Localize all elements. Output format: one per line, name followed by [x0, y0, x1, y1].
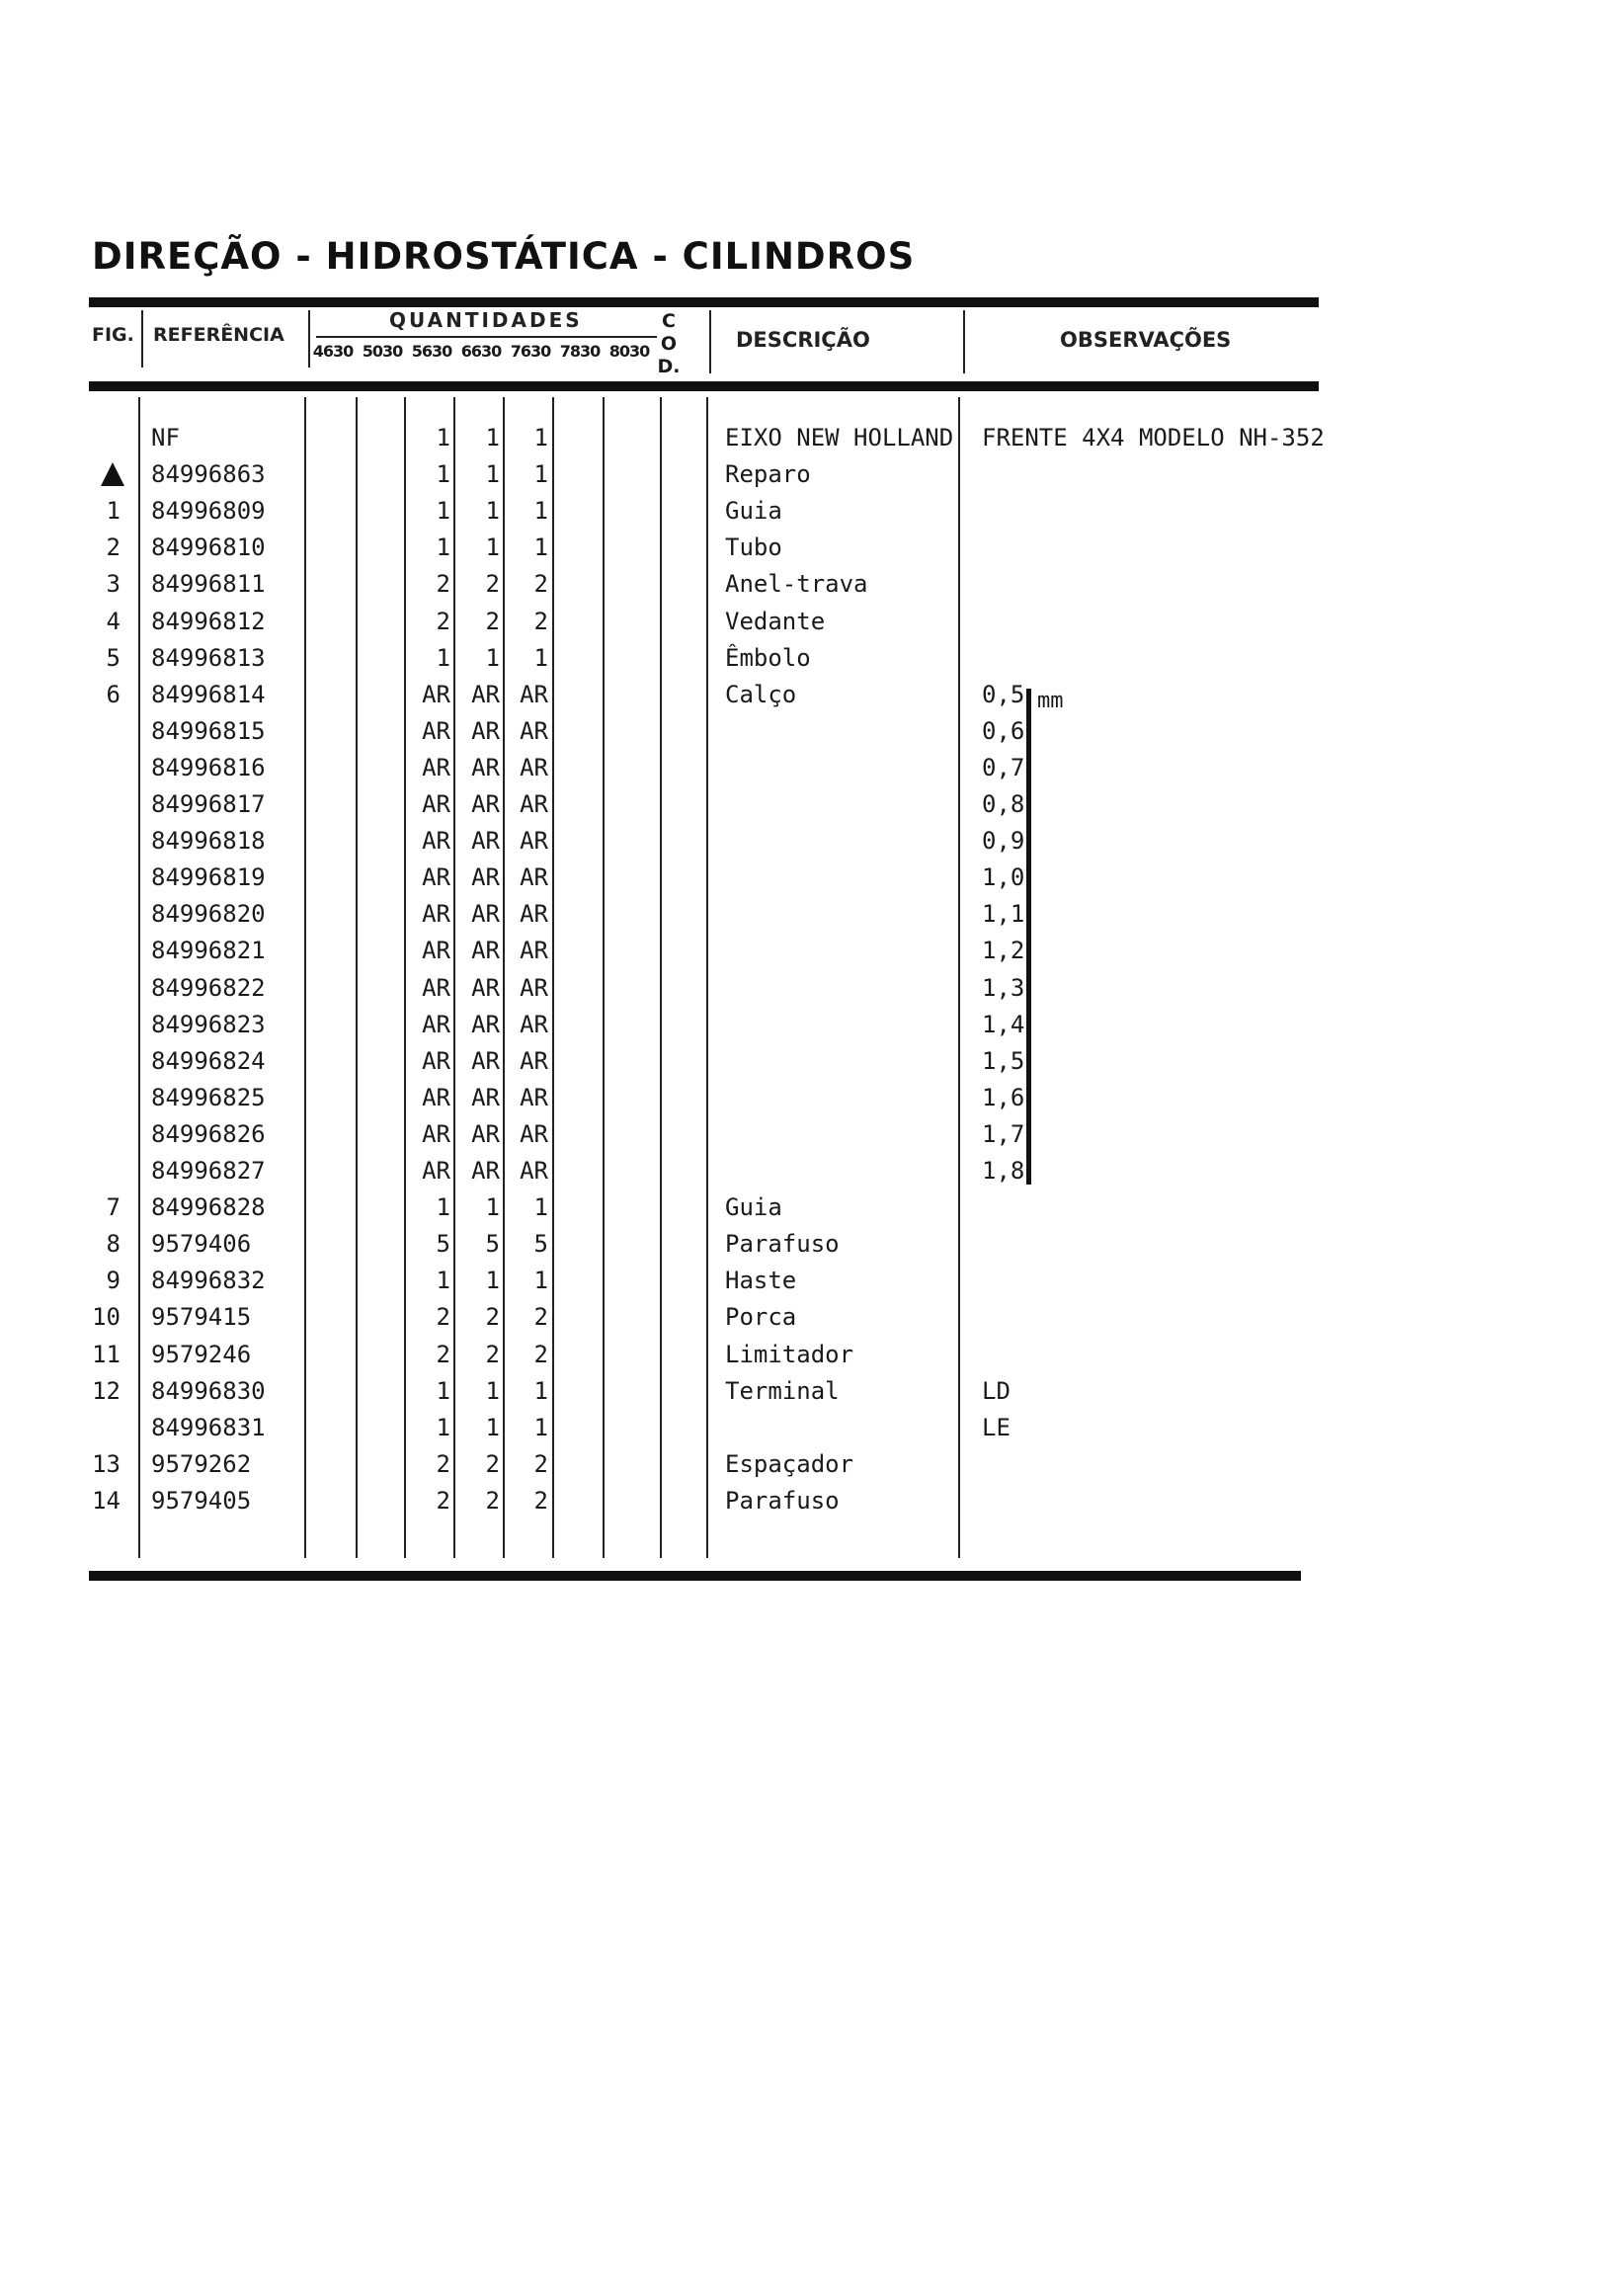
header-bottom-rule	[89, 381, 1319, 391]
row-q5630: 1	[436, 1193, 450, 1221]
row-obs: 1,7	[982, 1120, 1025, 1148]
row-q7630: AR	[520, 937, 548, 964]
row-desc: Limitador	[725, 1341, 854, 1368]
row-q6630: 2	[485, 1487, 500, 1515]
row-q7630: 1	[533, 1193, 548, 1221]
header-year-5030: 5030	[362, 342, 403, 361]
row-ref: 84996818	[151, 827, 266, 855]
row-desc: Haste	[725, 1267, 797, 1294]
header-divider	[316, 336, 657, 338]
row-ref: 9579415	[151, 1303, 252, 1331]
row-q5630: AR	[422, 1011, 450, 1038]
row-ref: 84996814	[151, 681, 266, 708]
row-q7630: 1	[533, 1377, 548, 1405]
row-obs: 1,4	[982, 1011, 1025, 1038]
row-q5630: 1	[436, 460, 450, 488]
row-q6630: 1	[485, 497, 500, 525]
row-desc: EIXO NEW HOLLAND	[725, 424, 954, 451]
row-q5630: AR	[422, 937, 450, 964]
row-q6630: 5	[485, 1230, 500, 1258]
row-q5630: 2	[436, 1487, 450, 1515]
row-q7630: AR	[520, 754, 548, 781]
row-ref: 9579246	[151, 1341, 252, 1368]
row-q7630: AR	[520, 1011, 548, 1038]
row-obs: LD	[982, 1377, 1011, 1405]
row-ref: 84996816	[151, 754, 266, 781]
row-desc: Reparo	[725, 460, 811, 488]
row-desc: Tubo	[725, 533, 782, 561]
row-q7630: AR	[520, 974, 548, 1002]
row-q7630: 1	[533, 424, 548, 451]
row-q5630: 1	[436, 424, 450, 451]
row-q7630: 2	[533, 570, 548, 598]
row-obs: 1,2	[982, 937, 1025, 964]
row-fig: 5	[106, 644, 121, 672]
row-q6630: AR	[471, 790, 500, 818]
header-year-4630: 4630	[312, 342, 354, 361]
row-q6630: 1	[485, 644, 500, 672]
row-ref: 84996820	[151, 900, 266, 928]
row-obs: 1,6	[982, 1084, 1025, 1111]
row-ref: 84996830	[151, 1377, 266, 1405]
row-q6630: 1	[485, 533, 500, 561]
row-q5630: AR	[422, 790, 450, 818]
row-q7630: 1	[533, 533, 548, 561]
row-q5630: AR	[422, 1084, 450, 1111]
row-ref: 84996831	[151, 1414, 266, 1441]
column-line	[453, 397, 455, 1558]
row-q7630: AR	[520, 717, 548, 745]
row-fig: 4	[106, 608, 121, 635]
column-line	[552, 397, 554, 1558]
column-line	[706, 397, 708, 1558]
row-q5630: AR	[422, 1047, 450, 1075]
row-q6630: AR	[471, 681, 500, 708]
row-q7630: 1	[533, 460, 548, 488]
row-ref: 84996821	[151, 937, 266, 964]
row-ref: 84996832	[151, 1267, 266, 1294]
row-q7630: AR	[520, 900, 548, 928]
thickness-bracket	[1026, 689, 1031, 1185]
row-q6630: AR	[471, 900, 500, 928]
row-q6630: AR	[471, 863, 500, 891]
row-q6630: AR	[471, 1120, 500, 1148]
header-descricao: DESCRIÇÃO	[736, 328, 870, 352]
row-q5630: 2	[436, 608, 450, 635]
table-bottom-rule	[89, 1571, 1301, 1581]
page-title: DIREÇÃO - HIDROSTÁTICA - CILINDROS	[92, 235, 916, 278]
row-q7630: 1	[533, 644, 548, 672]
row-desc: Anel-trava	[725, 570, 868, 598]
header-top-rule	[89, 297, 1319, 307]
row-q7630: 2	[533, 608, 548, 635]
row-obs: 0,9	[982, 827, 1025, 855]
row-q6630: AR	[471, 827, 500, 855]
row-obs: 1,8	[982, 1157, 1025, 1185]
row-obs: 1,3	[982, 974, 1025, 1002]
row-ref: 84996811	[151, 570, 266, 598]
header-fig: FIG.	[92, 324, 134, 346]
row-obs: 0,7	[982, 754, 1025, 781]
header-year-6630: 6630	[460, 342, 502, 361]
row-fig: 10	[92, 1303, 121, 1331]
row-q7630: 2	[533, 1487, 548, 1515]
row-ref: 84996812	[151, 608, 266, 635]
row-obs: 1,0	[982, 863, 1025, 891]
row-ref: 84996827	[151, 1157, 266, 1185]
row-q6630: 1	[485, 424, 500, 451]
row-q6630: 2	[485, 608, 500, 635]
row-q6630: 2	[485, 1450, 500, 1478]
row-ref: 84996826	[151, 1120, 266, 1148]
row-ref: 84996809	[151, 497, 266, 525]
row-q7630: AR	[520, 827, 548, 855]
row-obs: LE	[982, 1414, 1011, 1441]
row-ref: 84996817	[151, 790, 266, 818]
row-q5630: AR	[422, 974, 450, 1002]
row-ref: 84996815	[151, 717, 266, 745]
row-q7630: 1	[533, 497, 548, 525]
row-q6630: AR	[471, 937, 500, 964]
header-year-7630: 7630	[510, 342, 551, 361]
row-q5630: AR	[422, 900, 450, 928]
row-desc: Vedante	[725, 608, 826, 635]
row-fig: 8	[106, 1230, 121, 1258]
row-desc: Porca	[725, 1303, 797, 1331]
row-q5630: 2	[436, 1341, 450, 1368]
row-q5630: 1	[436, 1414, 450, 1441]
header-year-8030: 8030	[608, 342, 650, 361]
row-q5630: 2	[436, 1303, 450, 1331]
row-q7630: 1	[533, 1414, 548, 1441]
row-q7630: 2	[533, 1341, 548, 1368]
column-line	[603, 397, 605, 1558]
row-q5630: 1	[436, 497, 450, 525]
row-desc: Guia	[725, 1193, 782, 1221]
row-q5630: 5	[436, 1230, 450, 1258]
header-cod-c: C	[662, 310, 676, 332]
row-obs: 1,5	[982, 1047, 1025, 1075]
row-q6630: AR	[471, 1011, 500, 1038]
row-ref: 84996863	[151, 460, 266, 488]
row-q6630: 1	[485, 1267, 500, 1294]
row-desc: Calço	[725, 681, 797, 708]
row-fig: 1	[106, 497, 121, 525]
row-q5630: 1	[436, 533, 450, 561]
row-desc: Terminal	[725, 1377, 840, 1405]
header-referencia: REFERÊNCIA	[153, 324, 284, 346]
row-q6630: 1	[485, 460, 500, 488]
row-desc: Parafuso	[725, 1230, 840, 1258]
row-fig: 11	[92, 1341, 121, 1368]
row-q6630: AR	[471, 754, 500, 781]
row-q5630: AR	[422, 863, 450, 891]
row-q6630: AR	[471, 974, 500, 1002]
column-line	[958, 397, 960, 1558]
row-q6630: AR	[471, 1047, 500, 1075]
row-ref: 84996819	[151, 863, 266, 891]
row-q5630: 1	[436, 644, 450, 672]
row-q6630: AR	[471, 717, 500, 745]
row-q5630: AR	[422, 1157, 450, 1185]
row-q7630: 1	[533, 1267, 548, 1294]
column-line	[660, 397, 662, 1558]
row-desc: Êmbolo	[725, 644, 811, 672]
row-q6630: 1	[485, 1193, 500, 1221]
row-obs: 0,8	[982, 790, 1025, 818]
row-q7630: 2	[533, 1303, 548, 1331]
row-q7630: AR	[520, 1120, 548, 1148]
row-fig: 12	[92, 1377, 121, 1405]
row-q7630: AR	[520, 1157, 548, 1185]
row-ref: 9579406	[151, 1230, 252, 1258]
row-obs: 0,6	[982, 717, 1025, 745]
row-q7630: 5	[533, 1230, 548, 1258]
row-fig: 14	[92, 1487, 121, 1515]
header-year-5630: 5630	[411, 342, 452, 361]
row-q5630: AR	[422, 1120, 450, 1148]
header-divider	[141, 310, 143, 368]
column-line	[138, 397, 140, 1558]
row-q6630: 2	[485, 1341, 500, 1368]
header-cod-o: O	[660, 333, 678, 355]
row-q6630: 2	[485, 1303, 500, 1331]
row-q5630: 2	[436, 570, 450, 598]
row-obs: 0,5	[982, 681, 1025, 708]
row-q6630: AR	[471, 1084, 500, 1111]
row-q7630: AR	[520, 863, 548, 891]
header-year-7830: 7830	[559, 342, 601, 361]
row-q7630: 2	[533, 1450, 548, 1478]
row-q5630: 1	[436, 1377, 450, 1405]
row-ref: 84996813	[151, 644, 266, 672]
row-desc: Espaçador	[725, 1450, 854, 1478]
header-divider	[709, 310, 711, 373]
row-q5630: 1	[436, 1267, 450, 1294]
row-q7630: AR	[520, 790, 548, 818]
row-q6630: 2	[485, 570, 500, 598]
row-q5630: AR	[422, 681, 450, 708]
row-q5630: 2	[436, 1450, 450, 1478]
row-q7630: AR	[520, 681, 548, 708]
column-line	[304, 397, 306, 1558]
row-fig: 7	[106, 1193, 121, 1221]
row-fig: 9	[106, 1267, 121, 1294]
row-ref: 84996810	[151, 533, 266, 561]
row-ref: 84996824	[151, 1047, 266, 1075]
row-ref: 84996825	[151, 1084, 266, 1111]
row-ref: 84996823	[151, 1011, 266, 1038]
row-q6630: 1	[485, 1377, 500, 1405]
row-obs: 1,1	[982, 900, 1025, 928]
row-q6630: AR	[471, 1157, 500, 1185]
row-ref: 84996828	[151, 1193, 266, 1221]
row-fig: 2	[106, 533, 121, 561]
row-q7630: AR	[520, 1084, 548, 1111]
header-divider	[963, 310, 965, 373]
row-q5630: AR	[422, 827, 450, 855]
row-obs: FRENTE 4X4 MODELO NH-352	[982, 424, 1325, 451]
row-ref: 9579262	[151, 1450, 252, 1478]
row-q6630: 1	[485, 1414, 500, 1441]
row-fig: 3	[106, 570, 121, 598]
row-q5630: AR	[422, 717, 450, 745]
row-q7630: AR	[520, 1047, 548, 1075]
row-ref: NF	[151, 424, 180, 451]
row-q5630: AR	[422, 754, 450, 781]
row-fig: 13	[92, 1450, 121, 1478]
row-fig: 6	[106, 681, 121, 708]
thickness-unit: mm	[1037, 689, 1064, 713]
header-quantidades: QUANTIDADES	[389, 308, 583, 332]
header-observacoes: OBSERVAÇÕES	[1060, 328, 1232, 352]
column-line	[356, 397, 358, 1558]
kit-triangle-icon	[101, 462, 124, 486]
row-ref: 84996822	[151, 974, 266, 1002]
row-desc: Parafuso	[725, 1487, 840, 1515]
row-desc: Guia	[725, 497, 782, 525]
header-cod-d: D.	[657, 356, 681, 377]
row-ref: 9579405	[151, 1487, 252, 1515]
column-line	[404, 397, 406, 1558]
